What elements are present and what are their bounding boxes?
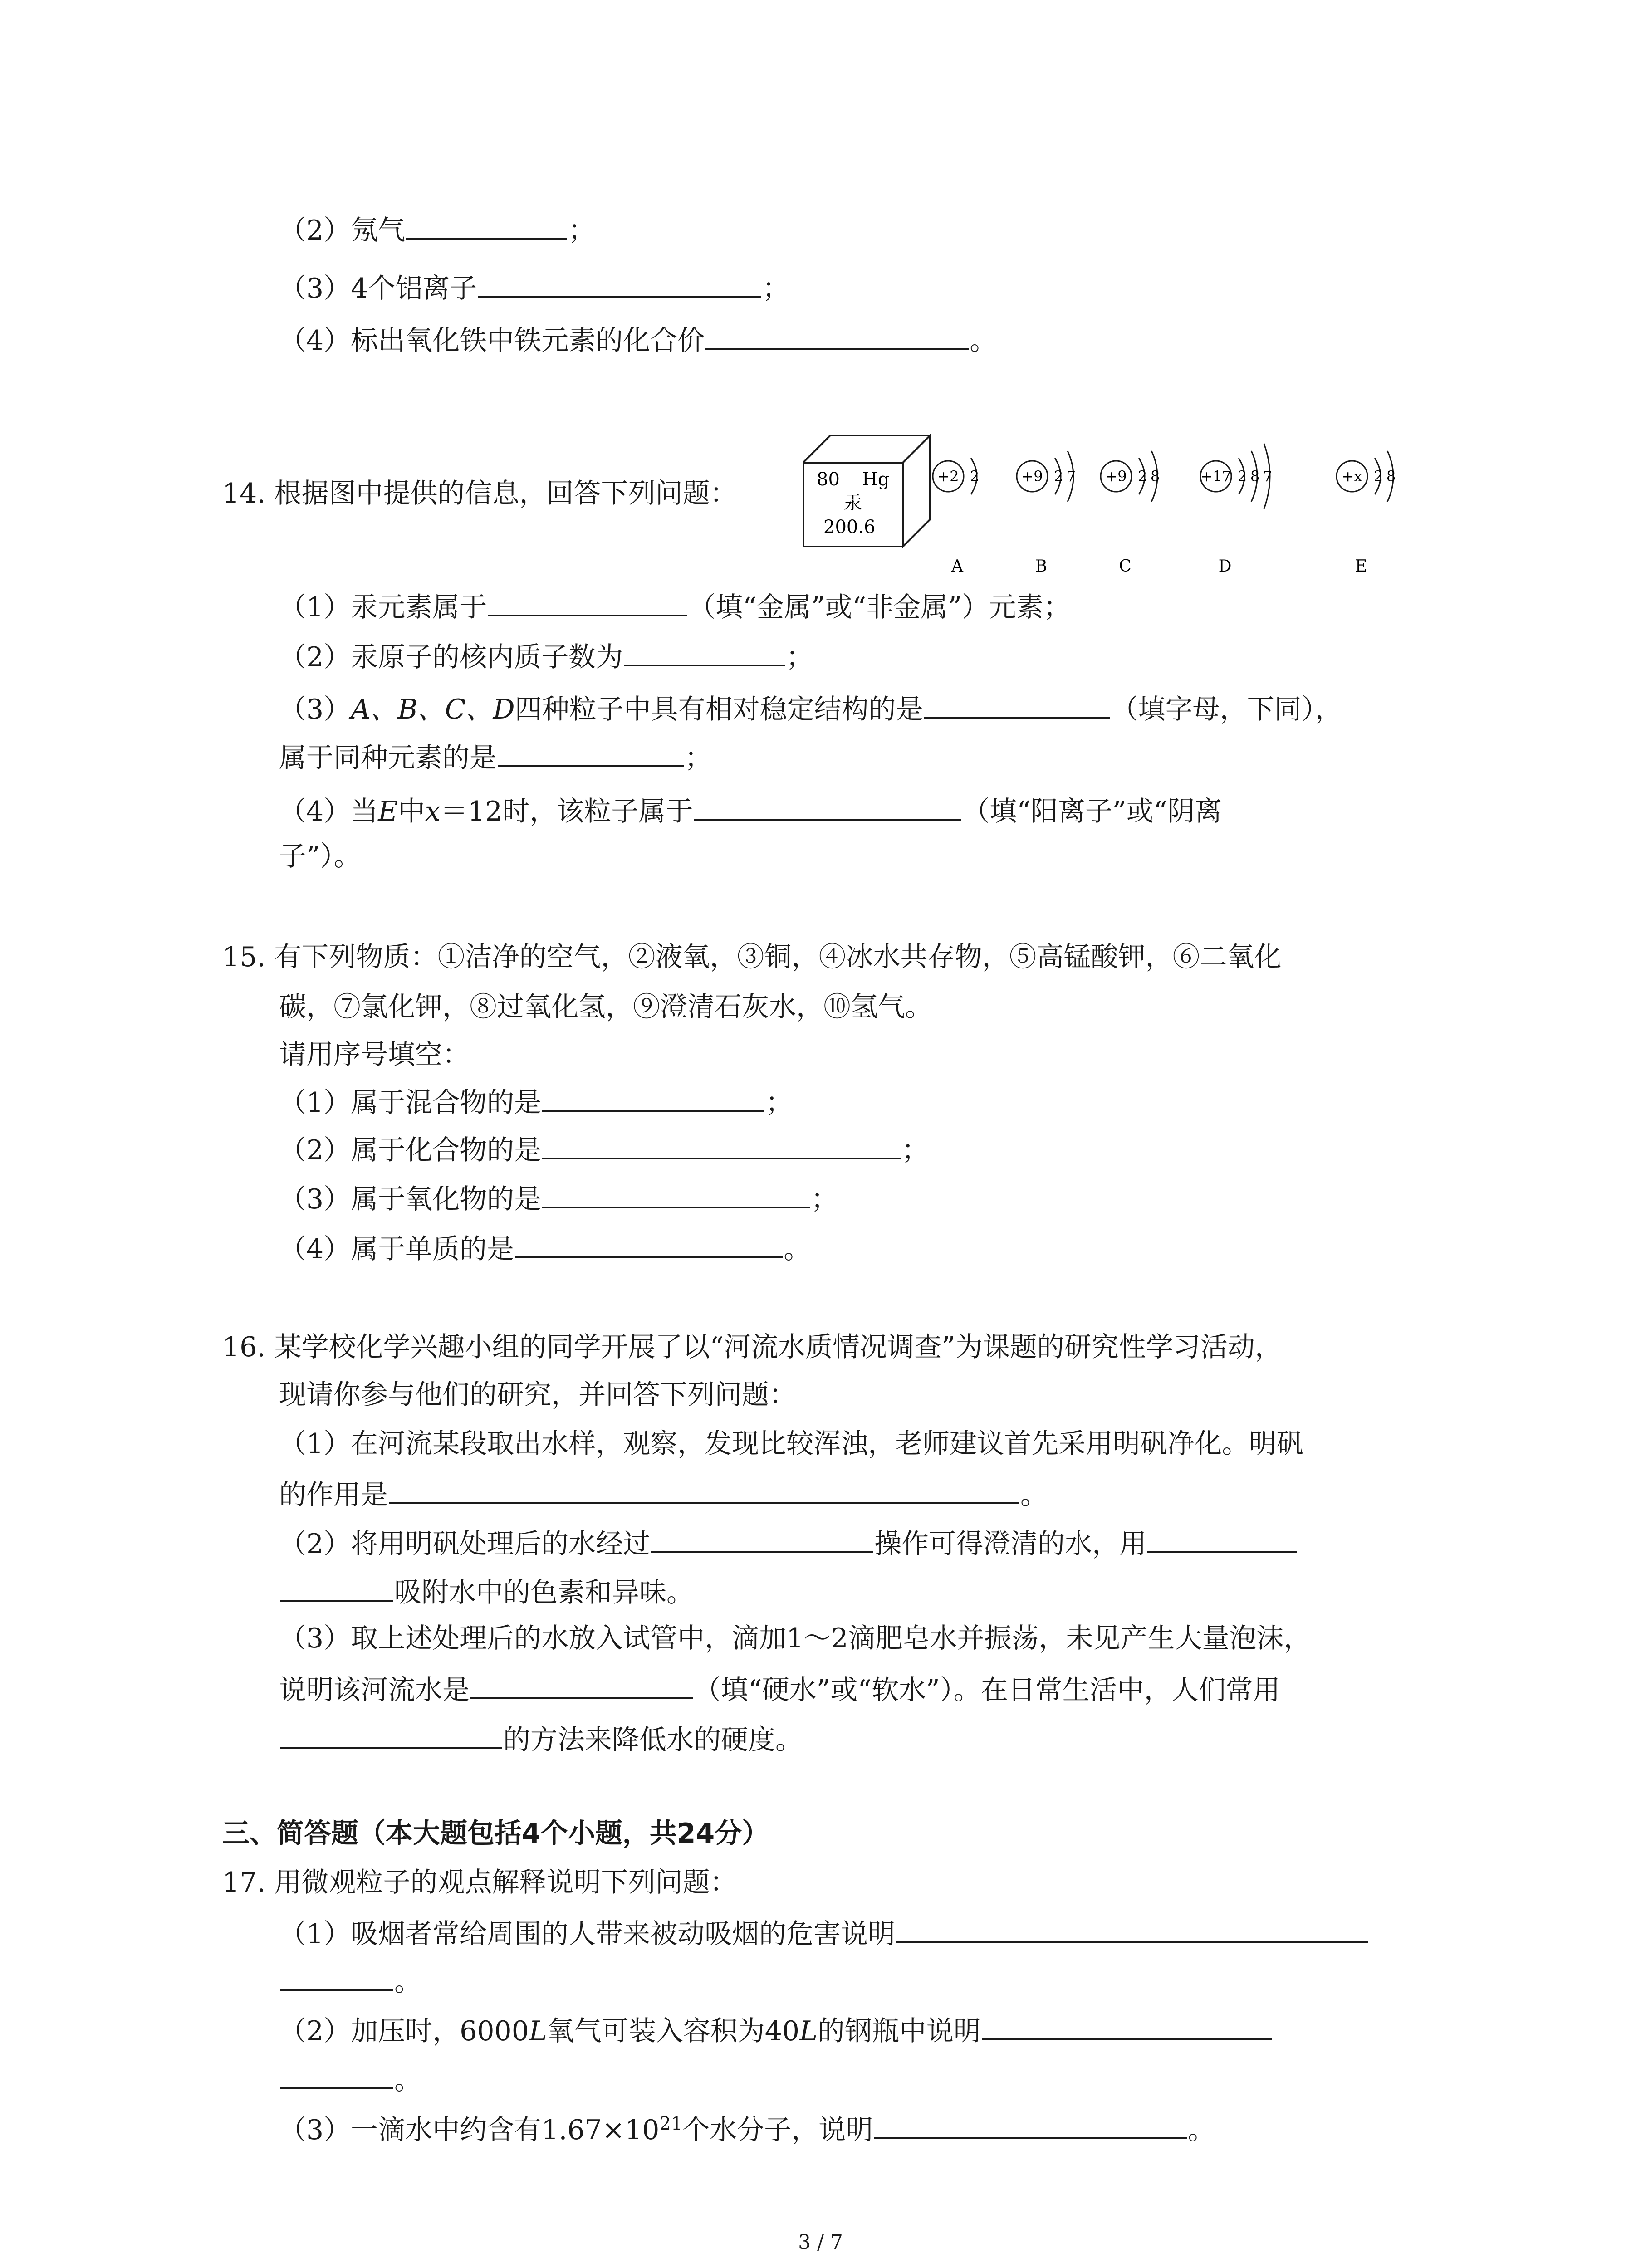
q15-instruction: 请用序号填空： xyxy=(279,1039,470,1070)
q15-part4: （4）属于单质的是 。 xyxy=(279,1228,811,1265)
answer-blank[interactable] xyxy=(478,268,761,298)
q14-part2: （2）汞原子的核内质子数为 ； xyxy=(279,636,813,673)
answer-blank[interactable] xyxy=(515,1228,783,1258)
answer-blank[interactable] xyxy=(542,1129,901,1159)
q15-part2: （2）属于化合物的是 ； xyxy=(279,1129,929,1166)
q14-part3: （3）A、B、C、D四种粒子中具有相对稳定结构的是 （填字母，下同）， xyxy=(279,689,1342,725)
particle-label: C xyxy=(1119,557,1132,576)
particle-B xyxy=(1017,451,1076,576)
answer-blank[interactable] xyxy=(982,2010,1272,2040)
q14-figure xyxy=(803,422,1447,587)
shell-electron-count: 2 xyxy=(1373,468,1383,485)
q16-part3-line1: （3）取上述处理后的水放入试管中，滴加1～2滴肥皂水并振荡，未见产生大量泡沫， xyxy=(279,1623,1311,1654)
answer-blank[interactable] xyxy=(542,1178,810,1208)
q16-part1-line2: 的作用是 。 xyxy=(279,1474,1048,1510)
answer-blank[interactable] xyxy=(924,689,1110,719)
particle-label: B xyxy=(1035,557,1048,576)
answer-blank[interactable] xyxy=(470,1669,693,1699)
q13-part2: （2）氖气 ； xyxy=(279,210,595,246)
q14-part1: （1）汞元素属于 （填“金属”或“非金属”）元素； xyxy=(279,587,1071,623)
answer-blank[interactable] xyxy=(280,1572,393,1602)
q15-stem-line1: 15. 有下列物质：①洁净的空气，②液氧，③铜，④冰水共存物，⑤高锰酸钾，⑥二氧化 xyxy=(222,941,1282,973)
page-number: 3 / 7 xyxy=(798,2231,843,2254)
shell-electron-count: 2 xyxy=(1237,468,1247,485)
particle-D xyxy=(1200,444,1272,576)
answer-blank[interactable] xyxy=(280,2059,393,2089)
section-heading: 三、简答题（本大题包括4个小题，共24分） xyxy=(222,1818,769,1849)
q14-part4: （4）当E中x＝12时，该粒子属于 （填“阳离子”或“阴离 xyxy=(279,791,1222,827)
particle-label: A xyxy=(951,557,963,576)
q16-part2-line1: （2）将用明矾处理后的水经过 操作可得澄清的水，用 xyxy=(279,1523,1298,1559)
answer-blank[interactable] xyxy=(406,210,567,240)
q16-stem-line2: 现请你参与他们的研究，并回答下列问题： xyxy=(279,1379,796,1411)
q14-diagram xyxy=(803,422,1447,585)
q16-part3-line3: 的方法来降低水的硬度。 xyxy=(279,1719,803,1755)
nucleus-charge: +17 xyxy=(1200,468,1231,485)
q13-part4: （4）标出氧化铁中铁元素的化合价 。 xyxy=(279,320,997,356)
answer-blank[interactable] xyxy=(488,587,687,616)
answer-blank[interactable] xyxy=(705,320,969,350)
q14-part4-line2: 子”）。 xyxy=(279,841,361,872)
q15-stem-line2: 碳，⑦氯化钾，⑧过氧化氢，⑨澄清石灰水，⑩氢气。 xyxy=(279,991,932,1023)
particle-A xyxy=(933,458,979,576)
answer-blank[interactable] xyxy=(651,1523,873,1553)
nucleus-charge: +9 xyxy=(1021,468,1043,485)
q13-part3: （3）4个铝离子 ； xyxy=(279,268,789,304)
answer-blank[interactable] xyxy=(498,737,684,767)
element-mass: 200.6 xyxy=(823,517,876,538)
answer-blank[interactable] xyxy=(1147,1523,1297,1553)
answer-blank[interactable] xyxy=(896,1913,1368,1943)
shell-electron-count: 7 xyxy=(1263,468,1273,485)
shell-electron-count: 8 xyxy=(1386,468,1396,485)
q16-part1-line1: （1）在河流某段取出水样，观察，发现比较浑浊，老师建议首先采用明矾净化。明矾 xyxy=(279,1428,1304,1460)
answer-blank[interactable] xyxy=(624,636,785,666)
q15-part1: （1）属于混合物的是 ； xyxy=(279,1082,793,1118)
answer-blank[interactable] xyxy=(389,1474,1019,1504)
q17-part1-line2: 。 xyxy=(279,1961,421,1997)
answer-blank[interactable] xyxy=(542,1082,764,1112)
nucleus-charge: +2 xyxy=(937,468,959,485)
nucleus-charge: +x xyxy=(1342,468,1362,485)
q14-part3-line2: 属于同种元素的是 ； xyxy=(279,737,712,773)
q17-part2-line2: 。 xyxy=(279,2059,421,2096)
shell-electron-count: 2 xyxy=(1053,468,1063,485)
particle-E xyxy=(1337,451,1396,576)
answer-blank[interactable] xyxy=(874,2109,1187,2139)
shell-electron-count: 2 xyxy=(970,468,980,485)
shell-electron-count: 7 xyxy=(1066,468,1076,485)
shell-electron-count: 8 xyxy=(1150,468,1160,485)
q16-part2-line2: 吸附水中的色素和异味。 xyxy=(279,1572,694,1608)
q14-stem: 14. 根据图中提供的信息，回答下列问题： xyxy=(222,478,737,509)
shell-electron-count: 2 xyxy=(1137,468,1147,485)
q17-part3: （3）一滴水中约含有$1.67\times 10^{21}$个水分子，说明 。 xyxy=(279,2109,1215,2146)
particle-C xyxy=(1101,451,1160,576)
nucleus-charge: +9 xyxy=(1105,468,1127,485)
q15-part3: （3）属于氧化物的是 ； xyxy=(279,1178,838,1215)
q16-part3-line2: 说明该河流水是 （填“硬水”或“软水”）。在日常生活中，人们常用 xyxy=(279,1669,1280,1706)
element-number: 80 xyxy=(817,469,840,490)
particle-label: E xyxy=(1355,557,1367,576)
q16-stem-line1: 16. 某学校化学兴趣小组的同学开展了以“河流水质情况调查”为课题的研究性学习活动， xyxy=(222,1331,1282,1363)
element-name: 汞 xyxy=(844,493,862,513)
particle-structures xyxy=(933,444,1396,576)
answer-blank[interactable] xyxy=(694,791,961,821)
answer-blank[interactable] xyxy=(280,1961,393,1991)
particle-label: D xyxy=(1218,557,1232,576)
shell-electron-count: 8 xyxy=(1250,468,1260,485)
element-symbol: Hg xyxy=(862,469,890,490)
q17-part1: （1）吸烟者常给周围的人带来被动吸烟的危害说明 xyxy=(279,1913,1369,1950)
q17-part2: （2）加压时，6000L氧气可装入容积为40L的钢瓶中说明 xyxy=(279,2010,1273,2047)
q17-stem: 17. 用微观粒子的观点解释说明下列问题： xyxy=(222,1867,737,1898)
answer-blank[interactable] xyxy=(280,1719,502,1749)
